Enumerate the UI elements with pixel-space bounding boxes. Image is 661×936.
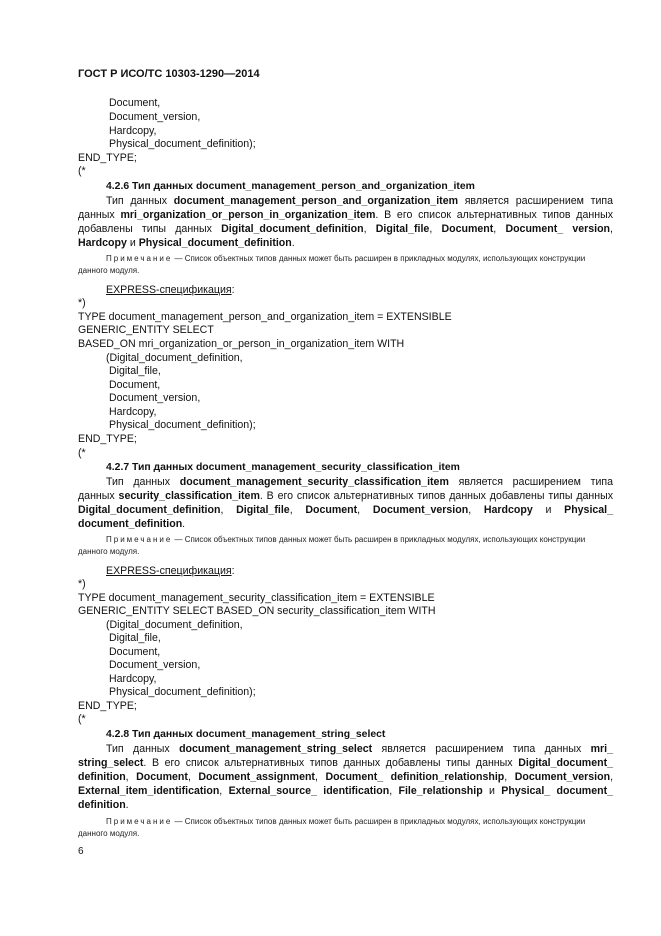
code-line: *) <box>78 297 86 309</box>
code-line: (Digital_document_definition, <box>106 619 243 631</box>
code-line: *) <box>78 578 86 590</box>
code-line: Document, <box>109 379 161 391</box>
code-line: Digital_file, <box>109 365 161 377</box>
code-line: Physical_document_definition); <box>109 138 256 150</box>
code-line: (* <box>78 713 86 725</box>
section-paragraph: Тип данных document_management_security_classification_item является расширением типа данных security_classification_item. В его список альтернативных типов данных добавлены типы данных Digital_document_definition, Digital_file, Document, Document_version, Hardcopy и Physical_ document_definition. <box>78 476 614 530</box>
code-line: END_TYPE; <box>78 433 137 445</box>
code-line: Document_version, <box>109 392 201 404</box>
note: Примечание — Список объектных типов данных может быть расширен в прикладных модулях, использующих конструкции данного модуля. <box>78 254 586 275</box>
code-line: Hardcopy, <box>109 125 157 137</box>
code-line: Digital_file, <box>109 632 161 644</box>
express-label: EXPRESS-спецификация: <box>106 284 235 296</box>
code-line: GENERIC_ENTITY SELECT <box>78 324 214 336</box>
code-line: GENERIC_ENTITY SELECT BASED_ON security_classification_item WITH <box>78 605 436 617</box>
code-line: Hardcopy, <box>109 673 157 685</box>
express-label: EXPRESS-спецификация: <box>106 565 235 577</box>
code-line: (* <box>78 447 86 459</box>
code-line: TYPE document_management_person_and_organization_item = EXTENSIBLE <box>78 311 452 323</box>
code-line: END_TYPE; <box>78 152 137 164</box>
code-line: (* <box>78 165 86 177</box>
code-line: Physical_document_definition); <box>109 419 256 431</box>
code-line: Physical_document_definition); <box>109 686 256 698</box>
document-header: ГОСТ Р ИСО/ТС 10303-1290—2014 <box>78 68 260 80</box>
section-heading-4-2-6: 4.2.6 Тип данных document_management_person_and_organization_item <box>106 181 475 192</box>
code-line: END_TYPE; <box>78 700 137 712</box>
code-line: Document_version, <box>109 111 201 123</box>
section-heading-4-2-7: 4.2.7 Тип данных document_management_security_classification_item <box>106 462 460 473</box>
code-line: Document, <box>109 646 161 658</box>
code-line: Hardcopy, <box>109 406 157 418</box>
note: Примечание — Список объектных типов данных может быть расширен в прикладных модулях, использующих конструкции данного модуля. <box>78 817 586 838</box>
page-number: 6 <box>78 846 84 857</box>
code-line: BASED_ON mri_organization_or_person_in_organization_item WITH <box>78 338 405 350</box>
code-line: Document, <box>109 97 161 109</box>
note: Примечание — Список объектных типов данных может быть расширен в прикладных модулях, использующих конструкции данного модуля. <box>78 535 586 556</box>
code-line: (Digital_document_definition, <box>106 352 243 364</box>
section-heading-4-2-8: 4.2.8 Тип данных document_management_string_select <box>106 729 386 740</box>
code-line: Document_version, <box>109 659 201 671</box>
code-line: TYPE document_management_security_classification_item = EXTENSIBLE <box>78 592 435 604</box>
section-paragraph: Тип данных document_management_string_select является расширением типа данных mri_ string_select. В его список альтернативных типов данных добавлены типы данных Digital_document_ definition, Document, Document_assignment, Document_ definition_relationship, Document_version, External_item_identification, External_source_ identification, File_relationship и Physical_ document_ definition. <box>78 743 614 811</box>
section-paragraph: Тип данных document_management_person_and_organization_item является расширением типа данных mri_organization_or_person_in_organization_item. В его список альтернативных типов данных добавлены типы данных Digital_document_definition, Digital_file, Document, Document_ version, Hardcopy и Physical_document_definition. <box>78 195 614 249</box>
